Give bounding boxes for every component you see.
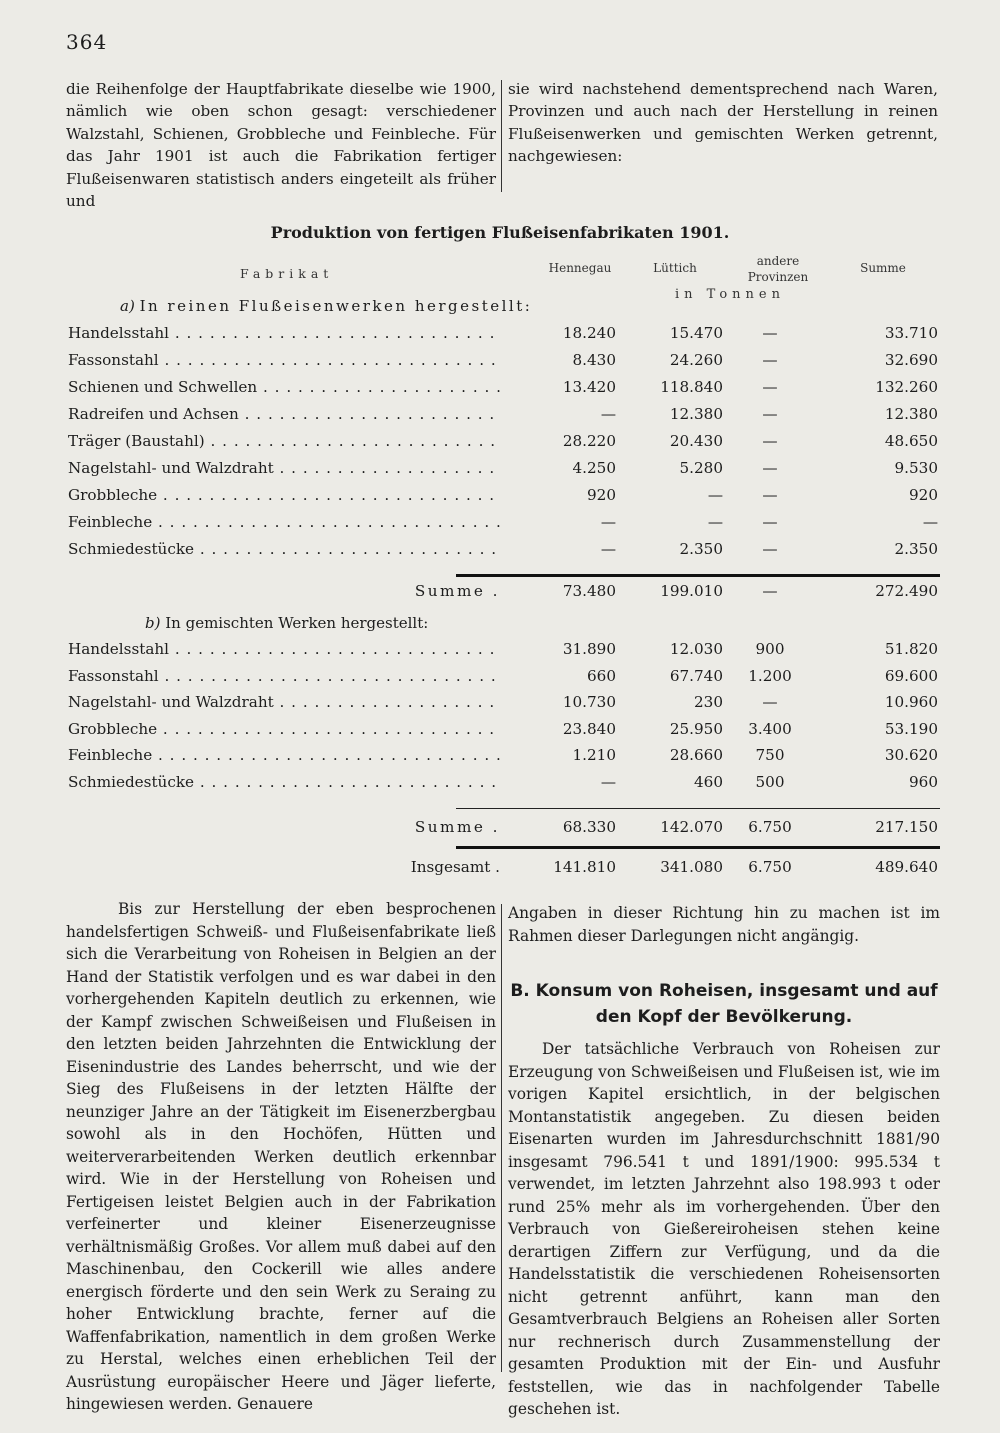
cell-hennegau: 1.210 xyxy=(572,746,616,764)
sum-label: Summe . xyxy=(414,818,500,836)
cell-luettich: 15.470 xyxy=(669,324,723,342)
table-row xyxy=(68,640,940,666)
cell-andere: — xyxy=(762,324,778,342)
cell-summe: 30.620 xyxy=(884,746,938,764)
row-label: Fassonstahl . . . xyxy=(68,667,500,685)
bottom-right-paragraph-1: Angaben in dieser Richtung hin zu machen ist im Rahmen dieser Darlegungen nicht angängig. xyxy=(508,904,940,945)
cell-luettich: 67.740 xyxy=(669,666,723,685)
cell-hennegau: 31.890 xyxy=(562,640,616,658)
table-row xyxy=(68,773,940,799)
section-b-title: In gemischten Werken hergestellt: xyxy=(165,614,429,632)
cell-hennegau: 4.250 xyxy=(572,459,616,477)
table-row xyxy=(68,540,940,566)
sum-hennegau: 73.480 xyxy=(562,582,616,600)
table-title: Produktion von fertigen Flußeisenfabrikaten 1901. xyxy=(270,223,730,242)
table-row xyxy=(68,667,940,693)
section-a-marker: a) xyxy=(120,297,135,315)
section-b-marker: b) xyxy=(145,614,161,632)
table-row xyxy=(68,513,940,539)
row-label: Schmiedestücke . . . xyxy=(68,540,500,558)
cell-summe: 48.650 xyxy=(884,432,938,450)
section-heading-b: B. Konsum von Roheisen, insgesamt und auf den Kopf der Bevölkerung. xyxy=(510,981,938,1027)
cell-summe: 2.350 xyxy=(894,540,938,558)
cell-hennegau: — xyxy=(600,772,616,791)
cell-andere: — xyxy=(762,432,778,450)
cell-luettich: 118.840 xyxy=(660,378,723,396)
cell-andere: — xyxy=(762,486,778,504)
total-row xyxy=(68,858,940,884)
cell-summe: — xyxy=(922,513,938,531)
cell-summe: 51.820 xyxy=(884,640,938,658)
row-label: Fassonstahl . . . xyxy=(68,351,500,369)
total-hennegau: 141.810 xyxy=(553,858,616,876)
row-label: Träger (Baustahl) . . . xyxy=(68,432,500,450)
cell-andere: — xyxy=(762,351,778,369)
cell-luettich: 12.380 xyxy=(669,405,723,423)
sum-rule-b xyxy=(456,808,940,809)
sum-hennegau: 68.330 xyxy=(562,818,616,836)
total-andere: 6.750 xyxy=(748,858,792,876)
row-label: Nagelstahl- und Walzdraht . . . xyxy=(68,693,500,711)
header-andere-line1: andere xyxy=(756,254,800,268)
cell-luettich: 230 xyxy=(694,693,723,711)
table-row xyxy=(68,746,940,772)
table-row xyxy=(68,378,940,404)
table-row xyxy=(68,486,940,512)
cell-hennegau: 13.420 xyxy=(562,378,616,396)
sum-label: Summe . xyxy=(414,582,500,600)
row-label: Schmiedestücke . . . xyxy=(68,773,500,791)
cell-andere: 1.200 xyxy=(748,666,792,685)
total-rule xyxy=(456,846,940,849)
cell-summe: 33.710 xyxy=(884,324,938,342)
row-label: Grobbleche . . . xyxy=(68,720,500,738)
sum-luettich: 142.070 xyxy=(660,818,723,836)
row-label: Schienen und Schwellen . . . xyxy=(68,378,500,396)
table-row xyxy=(68,459,940,485)
sum-andere: — xyxy=(762,582,778,600)
total-label: Insgesamt . xyxy=(410,858,500,876)
cell-hennegau: 920 xyxy=(587,486,616,504)
cell-luettich: 20.430 xyxy=(669,432,723,450)
cell-summe: 10.960 xyxy=(884,693,938,711)
column-divider-bottom xyxy=(501,904,502,1372)
cell-luettich: 25.950 xyxy=(669,719,723,738)
table-row xyxy=(68,324,940,350)
total-luettich: 341.080 xyxy=(660,858,723,876)
table-row xyxy=(68,351,940,377)
cell-summe: 69.600 xyxy=(884,666,938,685)
cell-luettich: 28.660 xyxy=(669,746,723,764)
header-andere-line2: Provinzen xyxy=(747,270,809,284)
table-row xyxy=(68,720,940,746)
sum-luettich: 199.010 xyxy=(660,582,723,600)
row-label: Feinbleche . . . xyxy=(68,746,500,764)
cell-hennegau: 10.730 xyxy=(562,693,616,711)
cell-hennegau: — xyxy=(600,513,616,531)
section-a-heading xyxy=(120,297,532,315)
top-right-paragraph: sie wird nachstehend dementsprechend nach Waren, Provinzen und auch nach der Herstellung in reinen Flußeisenwerken und gemischten Werken getrennt, nachgewiesen: xyxy=(508,80,938,166)
section-b-sum-row xyxy=(68,818,940,844)
cell-andere: 900 xyxy=(755,640,785,658)
cell-luettich: — xyxy=(707,513,723,531)
header-luettich: Lüttich xyxy=(653,261,697,275)
table-row xyxy=(68,432,940,458)
column-divider-top xyxy=(501,80,502,192)
section-a-title: In reinen Flußeisenwerken hergestellt: xyxy=(139,297,533,315)
header-andere-provinzen xyxy=(738,253,818,285)
sum-summe: 217.150 xyxy=(875,818,938,836)
row-label: Radreifen und Achsen . . . xyxy=(68,405,500,423)
row-label: Handelsstahl . . . xyxy=(68,640,500,658)
sum-summe: 272.490 xyxy=(875,582,938,600)
row-label: Handelsstahl . . . xyxy=(68,324,500,342)
cell-hennegau: 660 xyxy=(587,666,616,685)
bottom-left-paragraph: Bis zur Herstellung der eben besprochenen handelsfertigen Schweiß- und Flußeisenfabrikate ließ sich die Verarbeitung von Roheisen in Belgien an der Hand der Statistik verfolgen und es war dabei in den vorhergehenden Kapiteln deutlich zu erkennen, wie der Kampf zwischen Schweißeisen und Flußeisen in den letzten beiden Jahrzehnten die Entwicklung der Eisenindustrie des Landes beherrscht, und wie der Sieg des Flußeisens in der letzten Hälfte der neunziger Jahre an der Tätigkeit im Eisenerzbergbau sowohl als in den Hochöfen, Hütten und weiterverarbeitenden Werken deutlich erkennbar wird. Wie in der Herstellung von Roheisen und Fertigeisen leistet Belgien auch in der Fabrikation verfeinerter und kleiner Eisenerzeugnisse verhältnismäßig Großes. Vor allem muß dabei auf den Maschinenbau, den Cockerill wie alles andere energisch förderte und den sein Werk zu Seraing zu hoher Entwicklung brachte, ferner auf die Waffenfabrikation, namentlich in dem großen Werke zu Herstal, welches einen erheblichen Teil der Ausrüstung europäischer Heere und Jäger lieferte, hingewiesen werden. Genauere xyxy=(66,900,496,1413)
cell-andere: — xyxy=(762,693,778,711)
cell-andere: 3.400 xyxy=(748,719,792,738)
cell-summe: 53.190 xyxy=(884,719,938,738)
cell-luettich: 460 xyxy=(694,772,723,791)
section-b-heading xyxy=(145,614,428,632)
cell-hennegau: — xyxy=(600,405,616,423)
cell-luettich: 5.280 xyxy=(679,459,723,477)
cell-luettich: — xyxy=(707,486,723,504)
cell-luettich: 12.030 xyxy=(669,640,723,658)
page-number: 364 xyxy=(66,30,108,54)
cell-andere: — xyxy=(762,405,778,423)
cell-hennegau: 28.220 xyxy=(562,432,616,450)
cell-summe: 960 xyxy=(909,772,938,791)
cell-andere: — xyxy=(762,540,778,558)
header-fabrikat: Fabrikat xyxy=(240,266,334,281)
cell-andere: — xyxy=(762,459,778,477)
cell-summe: 12.380 xyxy=(884,405,938,423)
header-unit: in Tonnen xyxy=(675,287,785,302)
top-left-paragraph: die Reihenfolge der Hauptfabrikate dieselbe wie 1900, nämlich wie oben schon gesagt: verschiedener Walzstahl, Schienen, Grobbleche und Feinbleche. Für das Jahr 1901 ist auch die Fabrikation fertiger Flußeisenwaren statistisch anders eingeteilt als früher und xyxy=(66,80,496,211)
total-summe: 489.640 xyxy=(875,858,938,876)
cell-andere: — xyxy=(762,378,778,396)
cell-summe: 920 xyxy=(909,486,938,504)
sum-rule-a xyxy=(456,574,940,577)
cell-summe: 9.530 xyxy=(894,459,938,477)
table-row xyxy=(68,693,940,719)
table-row xyxy=(68,405,940,431)
cell-summe: 132.260 xyxy=(875,378,938,396)
cell-hennegau: — xyxy=(600,540,616,558)
sum-andere: 6.750 xyxy=(748,818,792,836)
cell-luettich: 24.260 xyxy=(669,351,723,369)
cell-hennegau: 18.240 xyxy=(562,324,616,342)
row-label: Feinbleche . . . xyxy=(68,513,500,531)
bottom-right-paragraph-2: Der tatsächliche Verbrauch von Roheisen zur Erzeugung von Schweißeisen und Flußeisen ist, wie im vorigen Kapitel ersichtlich, in der belgischen Montanstatistik angegeben. Zu diesen beiden Eisenarten wurden im Jahresdurchschnitt 1881/90 insgesamt 796.541 t und 1891/1900: 995.534 t verwendet, im letzten Jahrzehnt also 198.993 t oder rund 25% mehr als im vorhergehenden. Über den Verbrauch von Gießereiroheisen stehen keine derartigen Ziffern zur Verfügung, und da die Handelsstatistik die verschiedenen Roheisensorten nicht getrennt anführt, kann man den Gesamtverbrauch Belgiens an Roheisen aller Sorten nur rechnerisch durch Zusammenstellung der gesamten Produktion mit der Ein- und Ausfuhr feststellen, wie das in nachfolgender Tabelle geschehen ist. xyxy=(508,1040,940,1418)
cell-andere: 750 xyxy=(755,746,785,764)
row-label: Nagelstahl- und Walzdraht . . . xyxy=(68,459,500,477)
header-hennegau: Hennegau xyxy=(548,261,612,275)
row-label: Grobbleche . . . xyxy=(68,486,500,504)
cell-hennegau: 23.840 xyxy=(562,719,616,738)
cell-andere: — xyxy=(762,513,778,531)
cell-hennegau: 8.430 xyxy=(572,351,616,369)
section-a-sum-row xyxy=(68,582,940,608)
cell-summe: 32.690 xyxy=(884,351,938,369)
cell-andere: 500 xyxy=(755,772,785,791)
cell-luettich: 2.350 xyxy=(679,540,723,558)
header-summe: Summe xyxy=(860,261,906,275)
